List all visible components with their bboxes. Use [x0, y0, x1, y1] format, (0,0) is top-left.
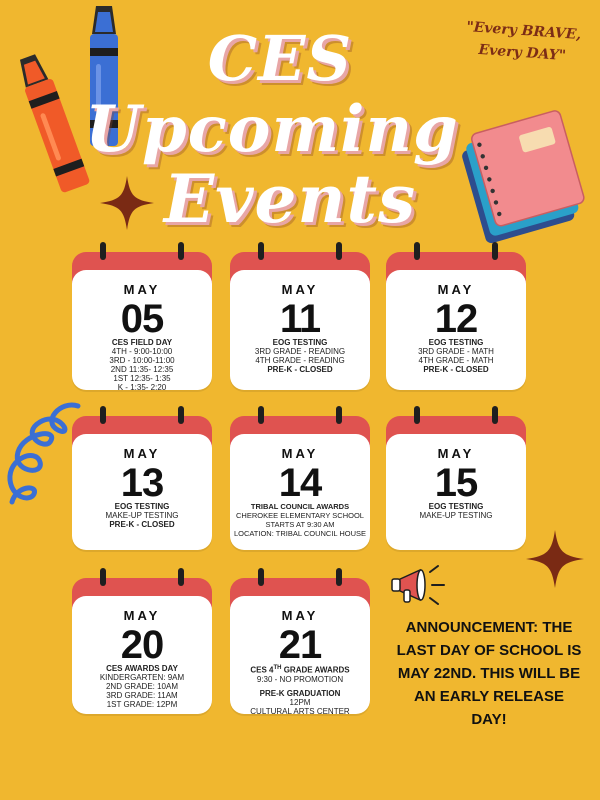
event-details — [230, 664, 370, 716]
calendar-ring-icon — [100, 406, 106, 424]
event-detail-line: 4TH GRADE - MATH — [418, 356, 494, 365]
event-detail-line: KINDERGARTEN: 9AM — [99, 673, 185, 682]
event-card — [72, 406, 212, 550]
event-detail-line: 9:30 - NO PROMOTION — [256, 674, 344, 684]
event-details — [72, 664, 212, 709]
calendar-ring-icon — [336, 406, 342, 424]
event-title — [230, 664, 370, 675]
calendar-ring-icon — [258, 242, 264, 260]
calendar-ring-icon — [178, 568, 184, 586]
event-detail-line: MAKE-UP TESTING — [419, 511, 493, 520]
event-details — [230, 502, 370, 538]
calendar-ring-icon — [178, 242, 184, 260]
event-card — [386, 242, 526, 390]
event-details — [72, 502, 212, 529]
title-line-3: Events — [163, 160, 417, 238]
event-day: 13 — [120, 461, 164, 505]
event-detail-line: 3RD GRADE: 11AM — [106, 691, 178, 700]
calendar-ring-icon — [258, 406, 264, 424]
calendar-ring-icon — [336, 242, 342, 260]
event-month: MAY — [281, 446, 319, 461]
event-detail-line: 4TH GRADE - READING — [255, 356, 345, 365]
event-month: MAY — [281, 608, 319, 623]
event-title: TRIBAL COUNCIL AWARDS — [250, 502, 350, 511]
calendar-ring-icon — [492, 406, 498, 424]
calendar-ring-icon — [414, 242, 420, 260]
event-day: 20 — [120, 623, 164, 667]
event-detail-line: 4TH - 9:00-10:00 — [111, 347, 173, 356]
event-title: EOG TESTING — [428, 338, 484, 347]
event-card — [230, 406, 370, 550]
calendar-ring-icon — [178, 406, 184, 424]
announcement-text: ANNOUNCEMENT: THE LAST DAY OF SCHOOL IS MAY 22ND. THIS WILL BE AN EARLY RELEASE DAY! — [396, 619, 582, 728]
event-detail-line: LOCATION: TRIBAL COUNCIL HOUSE — [233, 529, 367, 538]
event-title: EOG TESTING — [114, 502, 170, 511]
motto-line-1: "Every BRAVE, — [465, 19, 582, 44]
event-detail-line: 3RD GRADE - MATH — [418, 347, 494, 356]
event-detail-line: 2ND 11:35- 12:35 — [110, 365, 174, 374]
event-note: PRE-K - CLOSED — [267, 365, 333, 374]
event-detail-line: 3RD - 10:00-11:00 — [109, 356, 175, 365]
event-detail-line: K - 1:35- 2:20 — [117, 383, 167, 392]
event-note: PRE-K - CLOSED — [109, 520, 175, 529]
event-detail-line: CULTURAL ARTS CENTER — [250, 706, 350, 716]
calendar-ring-icon — [258, 568, 264, 586]
event-month: MAY — [123, 608, 161, 623]
event-detail-line: MAKE-UP TESTING — [105, 511, 179, 520]
motto-line-2: Every DAY" — [477, 41, 567, 65]
event-details — [72, 338, 212, 392]
calendar-ring-icon — [100, 568, 106, 586]
event-title-prefix: CES 4 — [250, 665, 274, 675]
calendar-ring-icon — [492, 242, 498, 260]
event-day: 15 — [434, 461, 478, 505]
event-card — [72, 568, 212, 714]
event-title-2: PRE-K GRADUATION — [259, 688, 341, 698]
event-title: EOG TESTING — [428, 502, 484, 511]
event-title: CES FIELD DAY — [111, 338, 173, 347]
event-card — [230, 568, 370, 714]
calendar-ring-icon — [414, 406, 420, 424]
event-month: MAY — [123, 282, 161, 297]
calendar-ring-icon — [100, 242, 106, 260]
event-month: MAY — [437, 282, 475, 297]
calendar-ring-icon — [336, 568, 342, 586]
event-title: EOG TESTING — [272, 338, 328, 347]
event-month: MAY — [437, 446, 475, 461]
event-day: 11 — [279, 297, 321, 341]
event-title-sup: TH — [273, 665, 282, 671]
event-details — [386, 502, 526, 520]
event-detail-line: 1ST 12:35- 1:35 — [113, 374, 171, 383]
event-card — [72, 242, 212, 390]
event-title: CES AWARDS DAY — [106, 664, 178, 673]
event-detail-line: 2ND GRADE: 10AM — [105, 682, 179, 691]
title-line-2: Upcoming — [85, 92, 459, 167]
megaphone-icon — [390, 562, 450, 612]
event-card — [386, 406, 526, 550]
event-day: 05 — [120, 297, 164, 341]
event-month: MAY — [123, 446, 161, 461]
event-detail-line: STARTS AT 9:30 AM — [265, 520, 335, 529]
event-detail-line: CHEROKEE ELEMENTARY SCHOOL — [236, 511, 364, 520]
event-detail-line: 12PM — [289, 697, 311, 707]
event-day: 21 — [278, 623, 322, 667]
event-title-suffix: GRADE AWARDS — [281, 665, 350, 675]
event-details — [230, 338, 370, 374]
event-day: 12 — [434, 297, 478, 341]
sparkle-icon — [526, 530, 584, 588]
event-month: MAY — [281, 282, 319, 297]
title-line-1: CES — [207, 22, 353, 95]
event-card — [230, 242, 370, 390]
event-details — [386, 338, 526, 374]
event-detail-line: 1ST GRADE: 12PM — [106, 700, 178, 709]
event-day: 14 — [278, 461, 322, 505]
event-note: PRE-K - CLOSED — [423, 365, 489, 374]
event-detail-line: 3RD GRADE - READING — [254, 347, 346, 356]
